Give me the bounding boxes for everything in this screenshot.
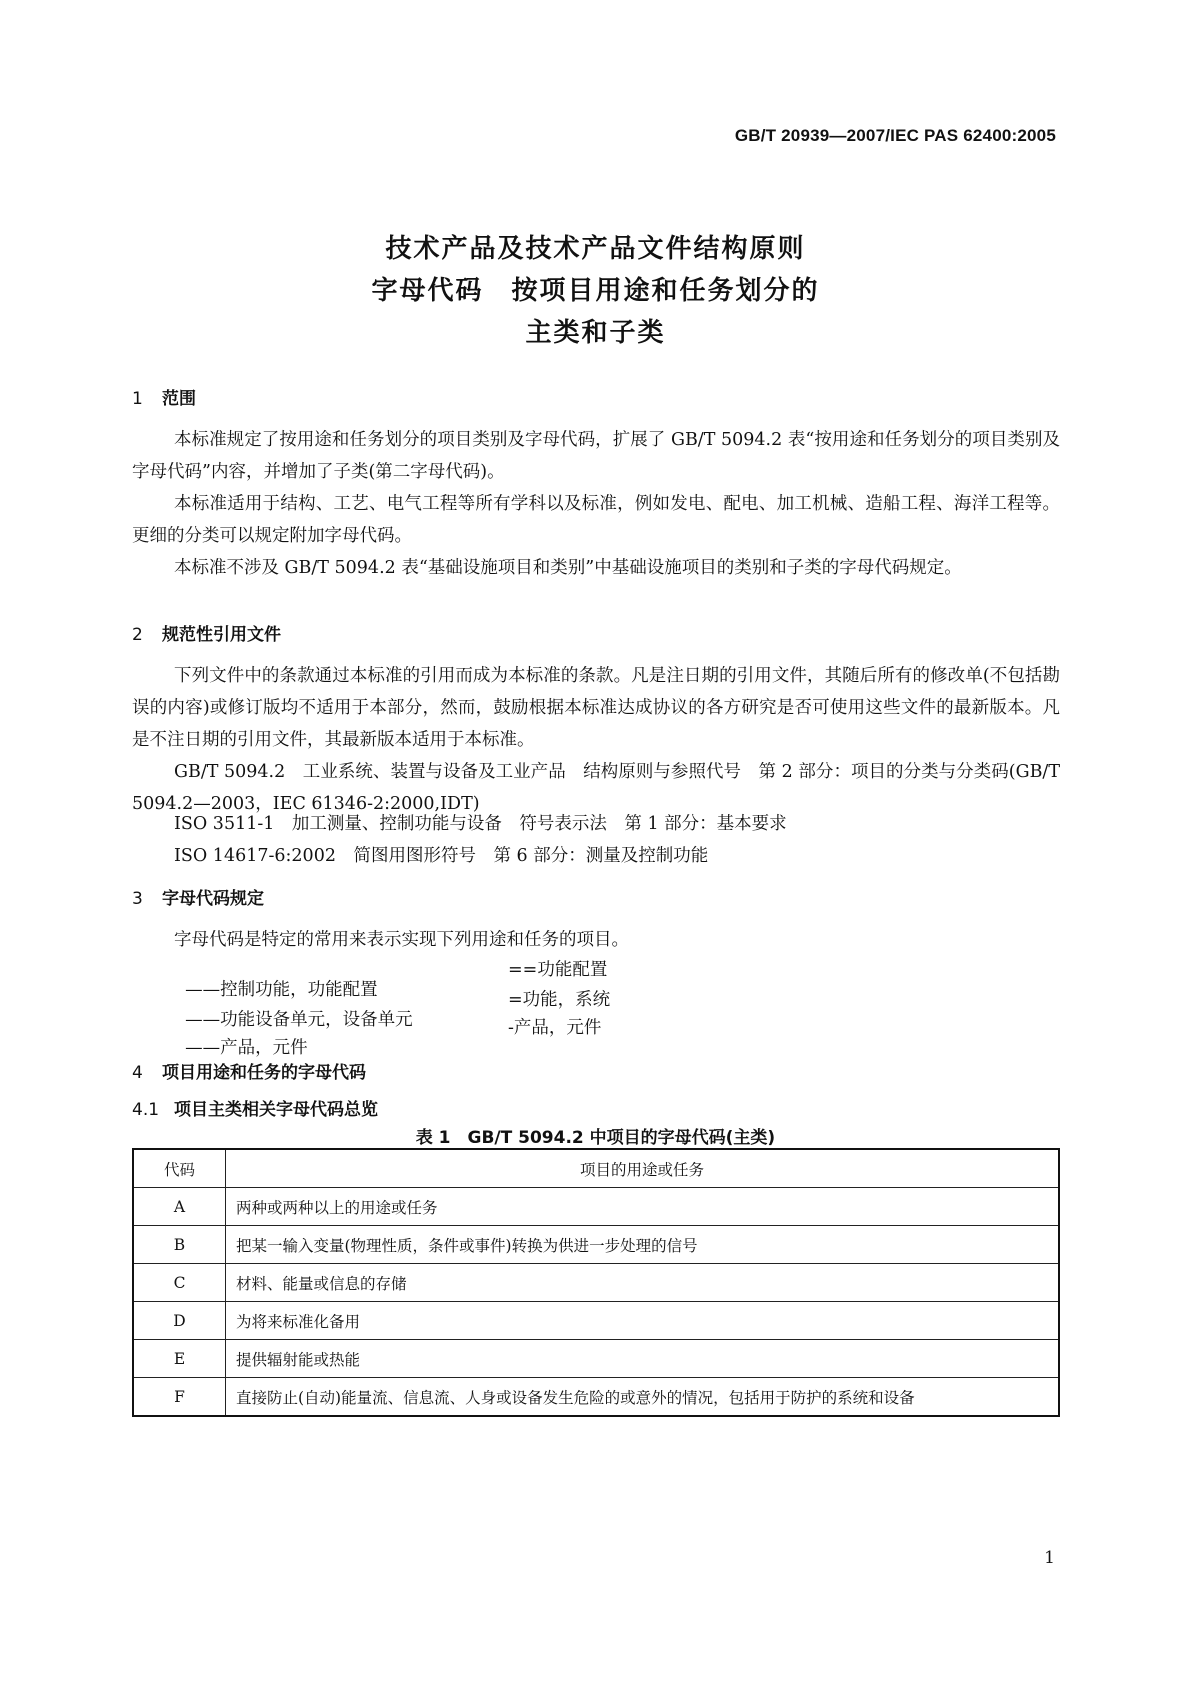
table-cell-desc: 提供辐射能或热能	[226, 1340, 1060, 1378]
section-number: 1	[132, 389, 143, 409]
table-row	[133, 1264, 1059, 1302]
reference-item: ISO 3511-1 加工测量、控制功能与设备 符号表示法 第 1 部分：基本要求	[174, 814, 787, 834]
section-3-intro: 字母代码是特定的常用来表示实现下列用途和任务的项目。	[174, 930, 629, 950]
code-rule-left: ——功能设备单元，设备单元	[185, 1010, 413, 1030]
code-rule-left: ——控制功能，功能配置	[185, 980, 378, 1000]
section-title: 项目用途和任务的字母代码	[162, 1063, 366, 1083]
code-rule-right: =功能，系统	[508, 990, 611, 1010]
letter-code-table	[132, 1148, 1060, 1417]
section-title: 规范性引用文件	[162, 625, 281, 645]
table-cell-desc: 两种或两种以上的用途或任务	[226, 1188, 1060, 1226]
section-title: 项目主类相关字母代码总览	[174, 1100, 378, 1120]
paragraph: 本标准不涉及 GB/T 5094.2 表“基础设施项目和类别”中基础设施项目的类别和子类的字母代码规定。	[174, 558, 962, 578]
table-cell-desc: 为将来标准化备用	[226, 1302, 1060, 1340]
table-cell-desc: 材料、能量或信息的存储	[226, 1264, 1060, 1302]
table-caption: 表 1 GB/T 5094.2 中项目的字母代码(主类)	[415, 1128, 776, 1148]
section-number: 2	[132, 625, 143, 645]
section-3-heading	[132, 884, 264, 909]
code-rule-left: ——产品，元件	[185, 1038, 308, 1058]
section-number: 4.1	[132, 1100, 160, 1120]
section-1-heading	[132, 384, 196, 409]
table-row	[133, 1226, 1059, 1264]
table-header-code: 代码	[133, 1149, 226, 1188]
table-cell-code: D	[133, 1302, 226, 1340]
title-line-3: 主类和子类	[525, 318, 666, 348]
section-2-heading	[132, 620, 281, 645]
table-cell-code: A	[133, 1188, 226, 1226]
paragraph: 本标准规定了按用途和任务划分的项目类别及字母代码，扩展了 GB/T 5094.2 表“按用途和任务划分的项目类别及字母代码”内容，并增加了子类(第二字母代码)。	[132, 430, 1060, 482]
reference-item: ISO 14617-6:2002 简图用图形符号 第 6 部分：测量及控制功能	[174, 846, 709, 866]
section-title: 字母代码规定	[162, 889, 264, 909]
table-row	[133, 1188, 1059, 1226]
table-header-desc: 项目的用途或任务	[226, 1149, 1060, 1188]
table-cell-code: E	[133, 1340, 226, 1378]
section-number: 4	[132, 1063, 143, 1083]
table-header-row	[133, 1149, 1059, 1188]
section-2-body	[132, 660, 1060, 820]
document-title	[0, 228, 1191, 354]
table-cell-code: F	[133, 1378, 226, 1417]
standard-code: GB/T 20939—2007/IEC PAS 62400:2005	[734, 126, 1056, 145]
table-row	[133, 1340, 1059, 1378]
section-4-heading	[132, 1058, 366, 1083]
table-row	[133, 1378, 1059, 1417]
title-line-1: 技术产品及技术产品文件结构原则	[385, 234, 806, 264]
paragraph: 本标准适用于结构、工艺、电气工程等所有学科以及标准，例如发电、配电、加工机械、造船工程、海洋工程等。更细的分类可以规定附加字母代码。	[132, 494, 1060, 546]
code-rule-right: ==功能配置	[508, 960, 608, 980]
page-number: 1	[1044, 1548, 1055, 1568]
code-rule-right: -产品，元件	[508, 1018, 602, 1038]
table-row	[133, 1302, 1059, 1340]
paragraph: GB/T 5094.2 工业系统、装置与设备及工业产品 结构原则与参照代号 第 2 部分：项目的分类与分类码(GB/T 5094.2—2003，IEC 61346-2:2000,IDT)	[132, 762, 1060, 814]
table-cell-desc: 直接防止(自动)能量流、信息流、人身或设备发生危险的或意外的情况，包括用于防护的系统和设备	[226, 1378, 1060, 1417]
title-line-2: 字母代码 按项目用途和任务划分的	[371, 276, 820, 306]
section-1-body	[132, 424, 1060, 584]
paragraph: 下列文件中的条款通过本标准的引用而成为本标准的条款。凡是注日期的引用文件，其随后所有的修改单(不包括勘误的内容)或修订版均不适用于本部分，然而，鼓励根据本标准达成协议的各方研究是否可使用这些文件的最新版本。凡是不注日期的引用文件，其最新版本适用于本标准。	[132, 666, 1060, 750]
table-cell-desc: 把某一输入变量(物理性质，条件或事件)转换为供进一步处理的信号	[226, 1226, 1060, 1264]
table-cell-code: B	[133, 1226, 226, 1264]
table-cell-code: C	[133, 1264, 226, 1302]
section-4-1-heading	[132, 1095, 378, 1120]
section-title: 范围	[162, 389, 196, 409]
section-number: 3	[132, 889, 143, 909]
